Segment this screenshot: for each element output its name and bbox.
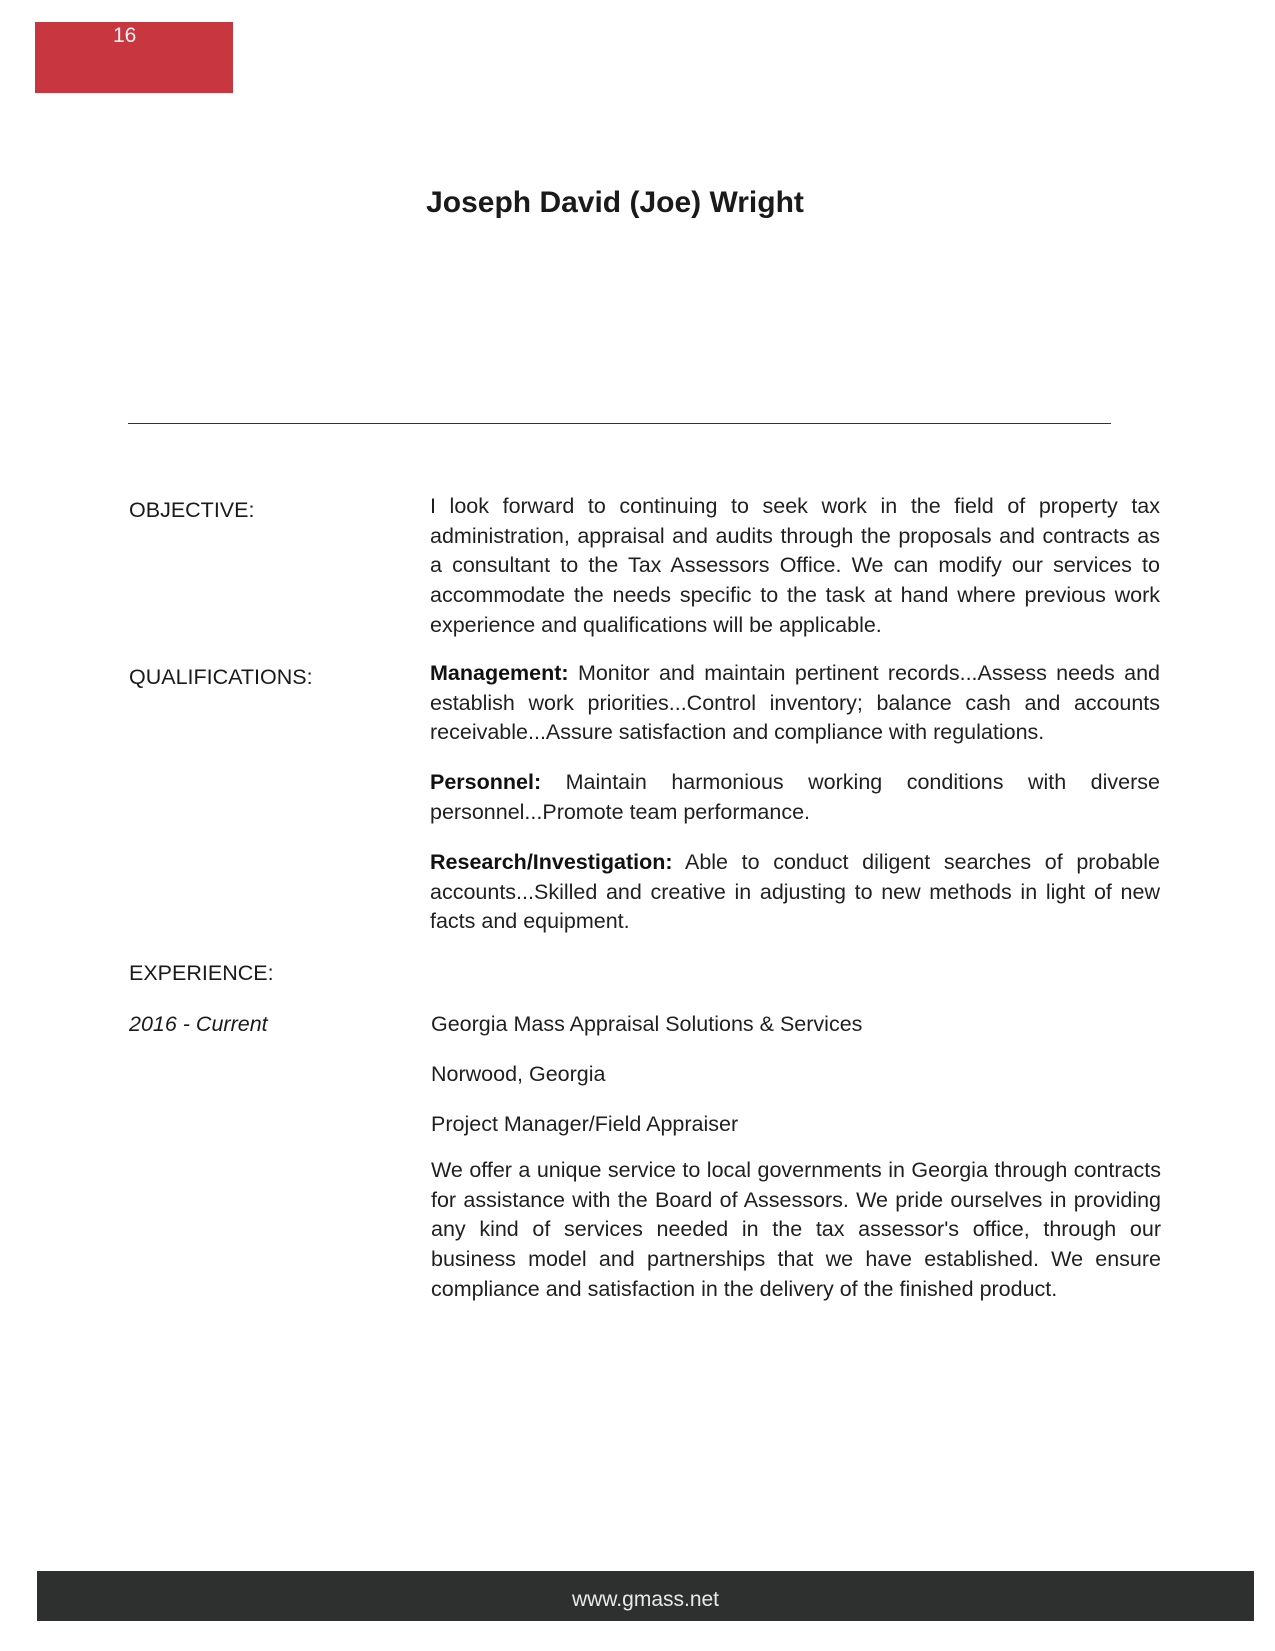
experience-location: Norwood, Georgia: [431, 1062, 606, 1086]
experience-description: We offer a unique service to local governments in Georgia through contracts for assistance with the Board of Assessors. We pride ourselves in providing any kind of services needed in the tax assessor's office, through our business model and partnerships that we have established. We ensure compliance and satisfaction in the delivery of the finished product.: [431, 1158, 1161, 1301]
footer-url: www.gmass.net: [571, 1588, 720, 1611]
experience-date: 2016 - Current: [129, 1012, 268, 1036]
page-number: 16: [113, 24, 137, 47]
page-number-badge: [35, 22, 233, 93]
qualification-heading: Management:: [430, 661, 569, 685]
objective-label: OBJECTIVE:: [129, 498, 255, 522]
objective-text: I look forward to continuing to seek work in the field of property tax administration, appraisal and audits through the proposals and contracts as a consultant to the Tax Assessors Office. We can modify our services to accommodate the needs specific to the task at hand where previous work experience and qualifications will be applicable.: [430, 494, 1160, 637]
experience-title: Project Manager/Field Appraiser: [431, 1112, 739, 1136]
qualification-text: Able to conduct diligent searches of probable accounts...Skilled and creative in adjusting to new methods in light of new facts and equipment.: [430, 850, 1160, 934]
experience-label: EXPERIENCE:: [129, 961, 274, 985]
qualifications-label: QUALIFICATIONS:: [129, 665, 313, 689]
qualification-personnel: [430, 768, 1160, 827]
qualification-research: [430, 848, 1160, 937]
qualification-heading: Research/Investigation:: [430, 850, 673, 874]
experience-company: Georgia Mass Appraisal Solutions & Services: [431, 1012, 863, 1036]
qualification-heading: Personnel:: [430, 770, 542, 794]
header-divider: [128, 423, 1111, 424]
resume-name: Joseph David (Joe) Wright: [426, 186, 804, 219]
qualification-management: [430, 659, 1160, 748]
footer-bar: [37, 1571, 1254, 1621]
qualification-text: Maintain harmonious working conditions with diverse personnel...Promote team performance.: [430, 770, 1160, 824]
qualification-text: Monitor and maintain pertinent records...Assess needs and establish work priorities...Control inventory; balance cash and accounts receivable...Assure satisfaction and compliance with regulations.: [430, 661, 1160, 745]
